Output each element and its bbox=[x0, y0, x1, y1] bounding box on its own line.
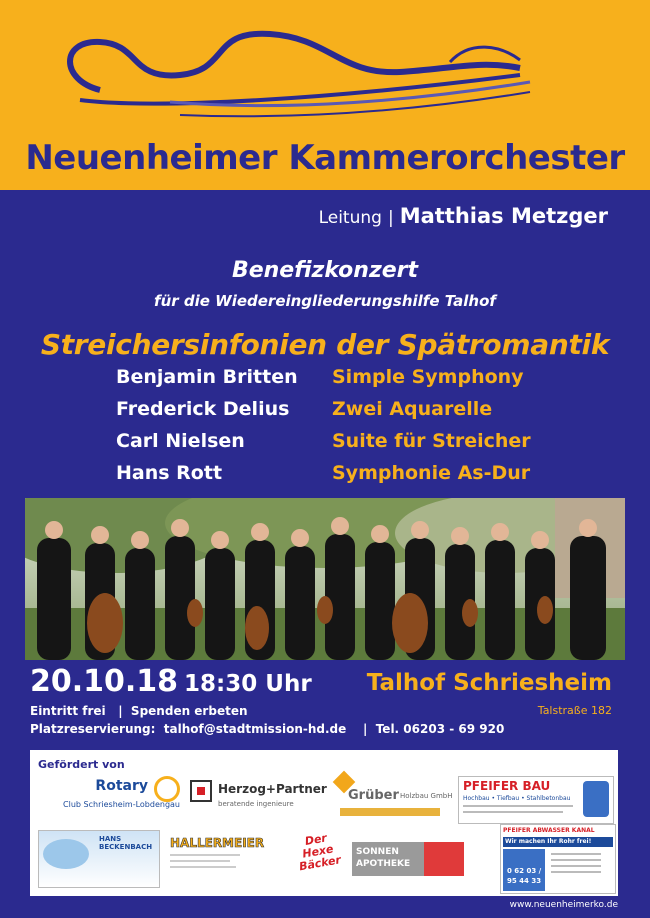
program-row bbox=[116, 462, 531, 494]
work-title: Symphonie As-Dur bbox=[332, 462, 531, 484]
rotary-subtitle: Club Schriesheim-Lobdengau bbox=[63, 800, 180, 809]
hallermeier-name: HALLERMEIER bbox=[170, 836, 265, 850]
composer-name: Benjamin Britten bbox=[116, 366, 298, 388]
grueber-bar bbox=[340, 808, 440, 816]
violin-logo-icon bbox=[40, 20, 540, 130]
abwasser-name: PFEIFER ABWASSER KANAL bbox=[503, 827, 595, 834]
work-title: Suite für Streicher bbox=[332, 430, 531, 452]
time-value: 18:30 Uhr bbox=[184, 671, 312, 697]
sponsor-heading: Gefördert von bbox=[38, 758, 125, 771]
event-title: Benefizkonzert bbox=[231, 258, 419, 283]
rotary-name: Rotary bbox=[95, 778, 148, 794]
hexe-name: Der Hexe Bäcker bbox=[298, 831, 342, 874]
orchestra-name: Neuenheimer Kammerorchester bbox=[25, 138, 625, 178]
sponsor-beckenbach bbox=[38, 830, 160, 888]
grueber-name: Grüber bbox=[348, 788, 399, 803]
pfeifer-name: PFEIFER BAU bbox=[463, 779, 551, 793]
reservation-info: Platzreservierung: talhof@stadtmission-hd.de | Tel. 06203 - 69 920 bbox=[30, 722, 505, 736]
composer-name: Carl Nielsen bbox=[116, 430, 245, 452]
herzog-subtitle: beratende ingenieure bbox=[218, 800, 294, 808]
herzog-square-icon bbox=[190, 780, 212, 802]
beckenbach-name: HANS BECKENBACH bbox=[99, 835, 153, 851]
program-list bbox=[116, 366, 531, 494]
sponsor-sonnen-apotheke bbox=[352, 842, 464, 876]
venue-name: Talhof Schriesheim bbox=[366, 670, 612, 696]
work-title: Simple Symphony bbox=[332, 366, 524, 388]
conductor-separator: | bbox=[387, 208, 394, 228]
water-splash-icon bbox=[43, 839, 89, 869]
composer-name: Hans Rott bbox=[116, 462, 223, 484]
event-subtitle: für die Wiedereingliederungshilfe Talhof bbox=[154, 292, 496, 310]
work-title: Zwei Aquarelle bbox=[332, 398, 493, 420]
program-row bbox=[116, 398, 531, 430]
program-row bbox=[116, 366, 531, 398]
sponsor-hexe-baecker bbox=[292, 830, 344, 886]
sponsor-hallermeier bbox=[170, 836, 280, 882]
date-value: 20.10.18 bbox=[30, 664, 179, 699]
conductor-label: Leitung bbox=[318, 208, 382, 228]
abwasser-phone-1: 0 62 03 / bbox=[507, 867, 542, 875]
conductor-line bbox=[319, 204, 608, 228]
apotheke-red-block bbox=[424, 842, 464, 876]
program-title: Streichersinfonien der Spätromantik bbox=[40, 328, 610, 361]
grueber-subtitle: Holzbau GmbH bbox=[400, 792, 453, 800]
herzog-name: Herzog+Partner bbox=[218, 782, 327, 796]
conductor-name: Matthias Metzger bbox=[399, 204, 608, 228]
sponsor-rotary bbox=[38, 776, 180, 816]
sponsor-pfeifer-bau bbox=[458, 776, 614, 824]
abwasser-phone-2: 95 44 33 bbox=[507, 877, 542, 885]
rotary-wheel-icon bbox=[154, 776, 180, 802]
pfeifer-subtitle: Hochbau • Tiefbau • Stahlbetonbau bbox=[463, 795, 571, 802]
sponsor-grueber bbox=[336, 774, 453, 832]
venue-address: Talstraße 182 bbox=[537, 704, 612, 717]
composer-name: Frederick Delius bbox=[116, 398, 290, 420]
sonnen-name: SONNEN APOTHEKE bbox=[356, 847, 411, 869]
program-row bbox=[116, 430, 531, 462]
header-band bbox=[0, 0, 650, 190]
sponsor-panel bbox=[30, 750, 618, 896]
sponsor-pfeifer-abwasser bbox=[500, 824, 616, 894]
abwasser-slogan: Wir machen Ihr Rohr frei! bbox=[505, 838, 592, 845]
sponsor-herzog bbox=[190, 778, 330, 816]
orchestra-photo bbox=[25, 498, 625, 660]
footer-url[interactable]: www.neuenheimerko.de bbox=[509, 900, 618, 910]
pfeifer-mascot-icon bbox=[583, 781, 609, 817]
entry-info: Eintritt frei | Spenden erbeten bbox=[30, 704, 248, 718]
concert-date bbox=[30, 664, 312, 699]
